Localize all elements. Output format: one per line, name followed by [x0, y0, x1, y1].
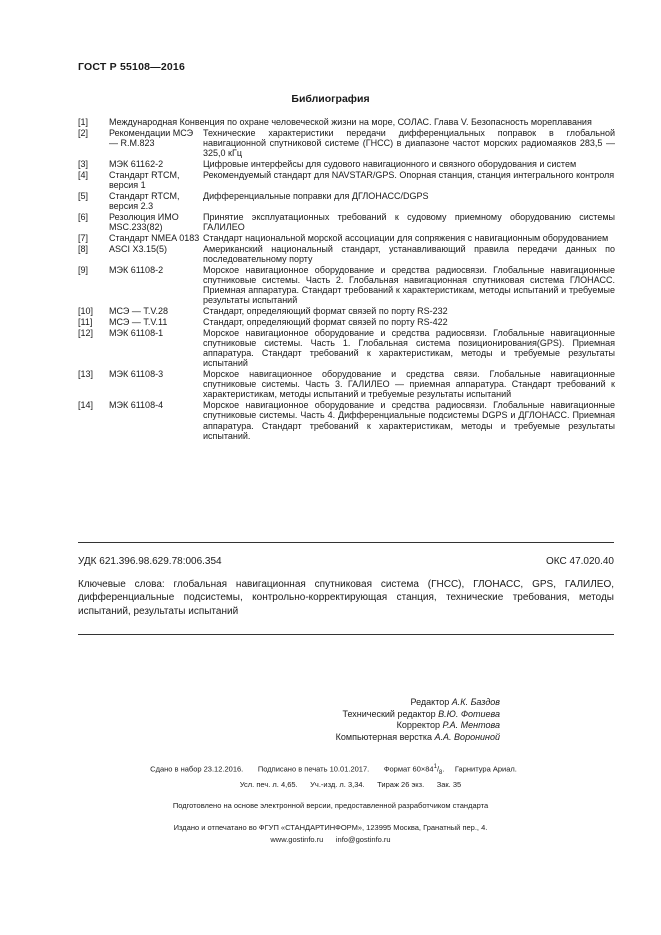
classification-row — [78, 556, 614, 567]
udk-code: УДК 621.396.98.629.78:006.354 — [78, 556, 222, 567]
oks-code: ОКС 47.020.40 — [546, 556, 614, 567]
entry-designation: МЭК 61108-4 — [109, 400, 164, 411]
entry-text: Рекомендуемый стандарт для NAVSTAR/GPS. Опорная станция, станция интегрального контроля — [203, 169, 615, 180]
entry-text: Стандарт национальной морской ассоциации для сопряжения с навигационным оборудованием — [203, 232, 609, 243]
tech-editor-line: Технический редактор В.Ю. Фотиева — [342, 708, 500, 719]
bibliography-entry — [78, 212, 615, 232]
bibliography-entry — [78, 128, 615, 159]
bibliography-entry — [78, 317, 615, 327]
entry-designation: МЭК 61108-2 — [109, 264, 164, 275]
editor-line: Редактор А.К. Баздов — [410, 697, 500, 707]
imprint-source-note: Подготовлено на основе электронной версии, предоставленной разработчиком стандарта — [172, 800, 489, 810]
bibliography-entry — [78, 159, 615, 169]
bibliography-entry — [78, 369, 615, 400]
divider-line — [78, 542, 614, 543]
bibliography-title: Библиография — [291, 93, 370, 105]
proofreader-line: Корректор Р.А. Ментова — [396, 720, 500, 730]
entry-number: [6] — [78, 211, 89, 222]
bibliography-entry — [78, 191, 615, 211]
entry-text: Стандарт, определяющий формат связей по порту RS-232 — [203, 306, 448, 316]
email-link[interactable]: info@gostinfo.ru — [335, 835, 391, 845]
bibliography-entry — [78, 244, 615, 264]
document-number: ГОСТ Р 55108—2016 — [78, 61, 186, 73]
bibliography-entry — [78, 306, 615, 316]
layout-line: Компьютерная верстка А.А. Ворониной — [335, 731, 500, 742]
imprint-contacts — [0, 834, 661, 846]
entry-number: [11] — [78, 316, 93, 327]
entry-number: [3] — [78, 159, 89, 169]
entry-text: Дифференциальные поправки для ДГЛОНАСС/DGPS — [203, 190, 429, 201]
imprint-print-specs: Усл. печ. л. 4,65. Уч.-изд. л. 3,34. Тираж 26 экз. Зак. 35 — [239, 780, 462, 790]
entry-number: [12] — [78, 327, 94, 338]
entry-designation: МЭК 61108-3 — [109, 369, 164, 379]
entry-designation: МСЭ — T.V.28 — [109, 306, 169, 316]
entry-number: [2] — [78, 127, 89, 138]
bibliography-entry — [78, 265, 615, 306]
entry-number: [5] — [78, 190, 89, 201]
editorial-staff — [190, 697, 500, 743]
entry-designation: Стандарт RTCM, версия 1 — [109, 169, 180, 190]
entry-number: [4] — [78, 169, 89, 180]
entry-number: [10] — [78, 306, 94, 316]
entry-text: Принятие эксплуатационных требований к судовому приемному оборудованию системы ГАЛИЛЕО — [203, 211, 615, 232]
entry-designation: МСЭ — T.V.11 — [109, 316, 168, 327]
website-link[interactable]: www.gostinfo.ru — [270, 835, 324, 845]
imprint-publisher: Издано и отпечатано во ФГУП «СТАНДАРТИНФОРМ», 123995 Москва, Гранатный пер., 4. — [173, 822, 488, 832]
imprint — [0, 761, 661, 846]
divider-line — [78, 634, 614, 635]
entry-number: [7] — [78, 232, 89, 243]
entry-number: [13] — [78, 369, 94, 379]
entry-text: Морское навигационное оборудование и средства радиосвязи. Глобальные навигационные спутниковые системы. Часть 2. Глобальная навигационная спутниковая система ГЛОНАСС. Приемная аппаратура. Стандарт требований к характеристикам, методы испытаний и требуемые результаты испытаний — [203, 264, 615, 306]
entry-text: Морское навигационное оборудование и средства радиосвязи. Глобальные навигационные спутниковые системы. Часть 4. Дифференциальные подсистемы DGPS и ДГЛОНАСС. Приемная аппаратура. Стандарт требований к характеристикам, методы и требуемые результаты испытаний. — [203, 400, 615, 441]
bibliography-entry — [78, 328, 615, 369]
entry-number: [1] — [78, 117, 89, 127]
bibliography-entry — [78, 400, 615, 441]
entry-number: [8] — [78, 243, 89, 254]
entry-designation: МЭК 61162-2 — [109, 159, 164, 169]
entry-number: [14] — [78, 400, 94, 411]
entry-text: Морское навигационное оборудование и средства связи. Глобальные навигационные спутниковые системы. Часть 3. ГАЛИЛЕО — приемная аппаратура. Стандарт требований к характеристикам, методы испытаний и требуемые результаты испытаний — [203, 369, 615, 400]
entry-designation: Стандарт RTCM, версия 2.3 — [109, 190, 180, 211]
entry-text: Морское навигационное оборудование и средства радиосвязи. Глобальные навигационные спутниковые системы. Часть 1. Глобальная система позиционирования(GPS). Приемная аппаратура. Стандарт требований к характеристикам, методы и требуемые результаты испытаний — [203, 327, 615, 369]
entry-designation: Стандарт NMEA 0183 — [109, 232, 200, 243]
entry-text: Цифровые интерфейсы для судового навигационного и связного оборудования и систем — [203, 159, 577, 169]
entry-designation: Резолюция ИМО MSC.233(82) — [109, 211, 179, 232]
bibliography-list — [78, 117, 615, 442]
bibliography-entry — [78, 170, 615, 190]
entry-text: Американский национальный стандарт, устанавливающий правила передачи данных по последовательному порту — [203, 243, 615, 264]
entry-text: Международная Конвенция по охране человеческой жизни на море, СОЛАС. Глава V. Безопасность мореплавания — [109, 117, 592, 127]
bibliography-entry — [78, 233, 615, 243]
entry-text: Технические характеристики передачи дифференциальных поправок в глобальной навигационной спутниковой системе (ГНСС) в диапазоне частот морских радиомаяков 283,5 — 325,0 кГц — [203, 127, 615, 159]
entry-designation: Рекомендации МСЭ — R.M.823 — [109, 127, 194, 148]
bibliography-entry — [78, 117, 615, 127]
entry-text: Стандарт, определяющий формат связей по порту RS-422 — [203, 316, 448, 327]
entry-number: [9] — [78, 264, 89, 275]
entry-designation: ASCI X3.15(5) — [109, 243, 168, 254]
imprint-print-dates: Сдано в набор 23.12.2016. Подписано в печать 10.01.2017. Формат $60\times 84^1/_8$. Гарнитура Ариал. — [150, 764, 517, 776]
keywords: Ключевые слова: глобальная навигационная спутниковая система (ГНСС), ГЛОНАСС, GPS, ГАЛИЛЕО, дифференциальные подсистемы, контрольно-корректирующая станция, технические требования, методы испытаний, результаты испытаний — [78, 579, 614, 617]
entry-designation: МЭК 61108-1 — [109, 327, 164, 338]
